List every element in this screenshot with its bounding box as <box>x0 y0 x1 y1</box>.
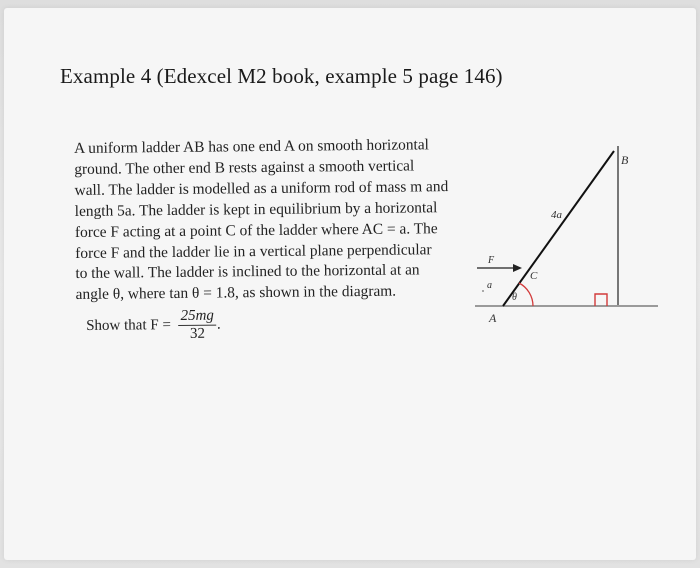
fraction-numerator: 25mg <box>178 308 216 326</box>
label-4a: 4a <box>551 209 562 221</box>
label-B: B <box>621 153 629 167</box>
problem-line: A uniform ladder AB has one end A on smooth horizontal <box>74 136 429 157</box>
end-punctuation: . <box>216 316 221 333</box>
problem-line: length 5a. The ladder is kept in equilibrium by a horizontal <box>74 198 438 220</box>
fraction-denominator: 32 <box>189 325 206 342</box>
label-C: C <box>530 270 538 282</box>
label-a: a <box>487 280 492 291</box>
problem-line: to the wall. The ladder is inclined to the horizontal at an <box>75 261 420 283</box>
problem-line: force F acting at a point C of the ladder where AC = a. The <box>74 219 438 241</box>
problem-line: wall. The ladder is modelled as a uniform rod of mass m and <box>74 177 449 199</box>
show-that-label: Show that F = <box>86 317 171 334</box>
right-angle-marker <box>595 294 607 306</box>
label-A: A <box>489 311 497 325</box>
problem-line: angle θ, where tan θ = 1.8, as shown in the diagram. <box>75 282 397 304</box>
force-arrow-head <box>513 264 522 272</box>
problem-line: ground. The other end B rests against a smooth vertical <box>74 157 415 178</box>
label-theta: θ <box>512 292 517 303</box>
theta-angle-arc <box>519 283 533 306</box>
problem-line: force F and the ladder lie in a vertical plane perpendicular <box>75 240 432 262</box>
example-title: Example 4 (Edexcel M2 book, example 5 page 146) <box>60 64 503 88</box>
label-F: F <box>488 255 495 266</box>
